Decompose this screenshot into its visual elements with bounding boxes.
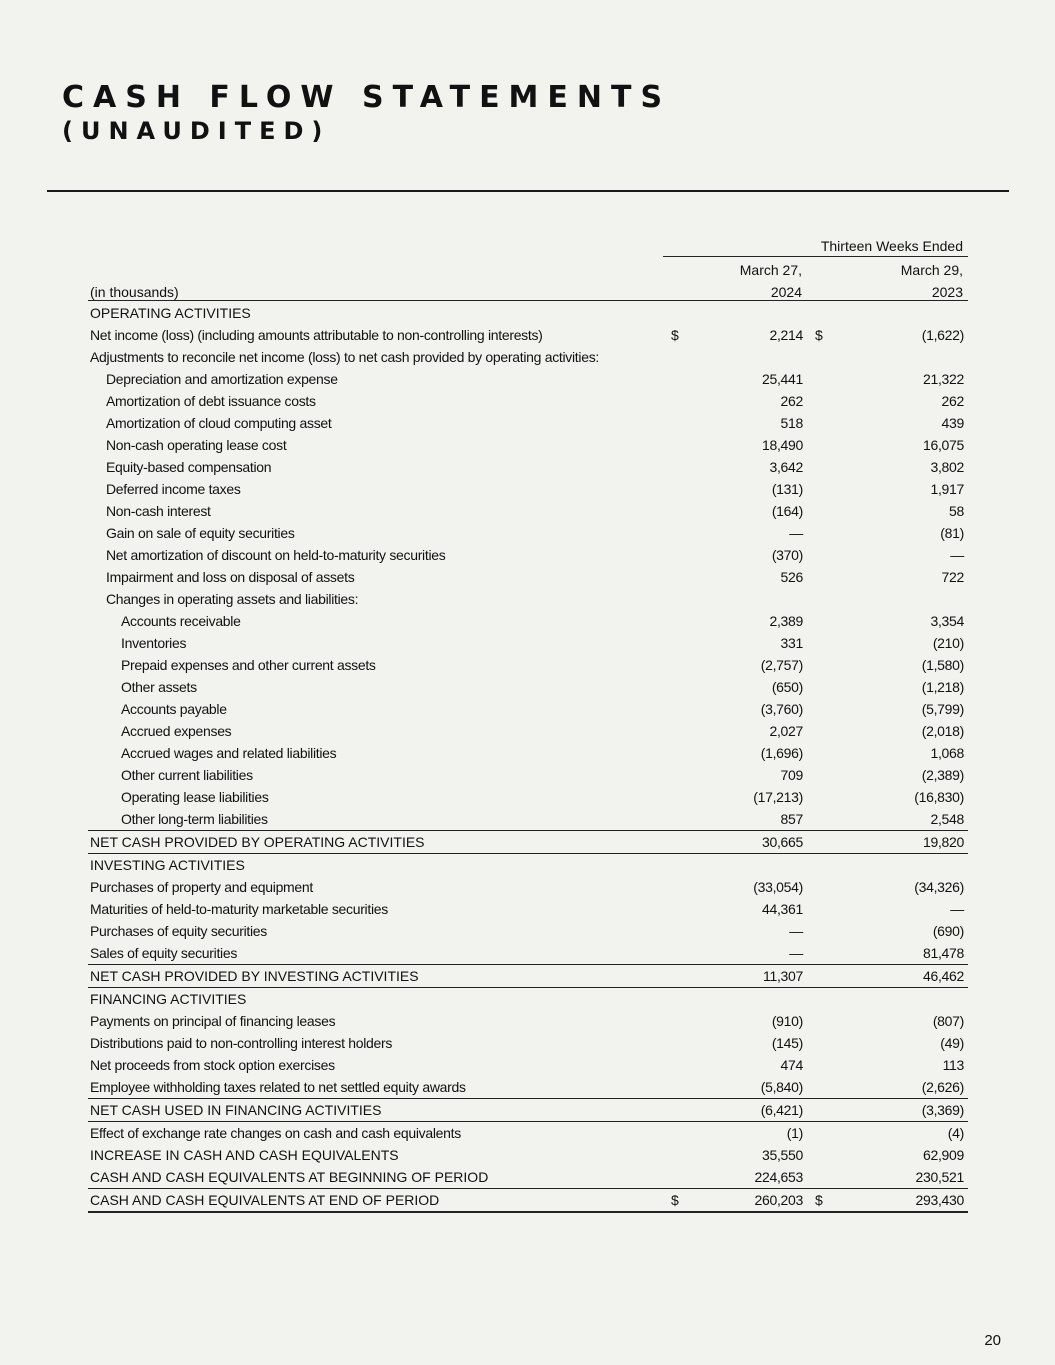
row-label: Non-cash interest bbox=[106, 503, 211, 519]
value-2024: 857 bbox=[780, 811, 803, 827]
row-label: Impairment and loss on disposal of assets bbox=[106, 569, 355, 585]
row-label: FINANCING ACTIVITIES bbox=[90, 991, 247, 1007]
value-2023: — bbox=[950, 547, 964, 563]
row-label: Accounts receivable bbox=[121, 613, 241, 629]
currency-symbol: $ bbox=[815, 1192, 823, 1208]
table-row bbox=[88, 720, 968, 742]
value-2023: (210) bbox=[932, 635, 964, 651]
row-label: Accounts payable bbox=[121, 701, 227, 717]
table-row bbox=[88, 1076, 968, 1098]
page-subtitle: (UNAUDITED) bbox=[62, 117, 331, 145]
value-2024: (650) bbox=[771, 679, 803, 695]
value-2023: 3,802 bbox=[930, 459, 964, 475]
value-2024: — bbox=[789, 945, 803, 961]
table-row bbox=[88, 854, 968, 876]
currency-symbol: $ bbox=[671, 327, 679, 343]
cash-flow-table bbox=[88, 302, 968, 1213]
row-label: Net proceeds from stock option exercises bbox=[90, 1057, 335, 1073]
value-2024: (6,421) bbox=[760, 1102, 803, 1118]
value-2023: (2,389) bbox=[921, 767, 964, 783]
col1-date: March 27, bbox=[739, 262, 802, 278]
row-label: Amortization of cloud computing asset bbox=[106, 415, 332, 431]
col1-year: 2024 bbox=[770, 284, 802, 300]
value-2023: 1,068 bbox=[930, 745, 964, 761]
page-title: CASH FLOW STATEMENTS bbox=[62, 80, 672, 115]
value-2024: 2,214 bbox=[769, 327, 803, 343]
value-2024: (17,213) bbox=[753, 789, 803, 805]
value-2023: 46,462 bbox=[922, 968, 964, 984]
row-label: Distributions paid to non-controlling interest holders bbox=[90, 1035, 393, 1051]
value-2024: 526 bbox=[780, 569, 803, 585]
table-row bbox=[88, 764, 968, 786]
table-row bbox=[88, 1010, 968, 1032]
value-2024: (145) bbox=[771, 1035, 803, 1051]
row-label: Non-cash operating lease cost bbox=[106, 437, 287, 453]
value-2023: (49) bbox=[940, 1035, 964, 1051]
value-2023: 1,917 bbox=[930, 481, 964, 497]
value-2023: 293,430 bbox=[915, 1192, 964, 1208]
value-2023: (690) bbox=[932, 923, 964, 939]
table-row bbox=[88, 1188, 968, 1213]
value-2023: 230,521 bbox=[915, 1169, 964, 1185]
row-label: Deferred income taxes bbox=[106, 481, 241, 497]
row-label: Purchases of equity securities bbox=[90, 923, 267, 939]
table-row bbox=[88, 390, 968, 412]
row-label: OPERATING ACTIVITIES bbox=[90, 305, 251, 321]
value-2024: (2,757) bbox=[760, 657, 803, 673]
value-2023: — bbox=[950, 901, 964, 917]
table-row bbox=[88, 302, 968, 324]
value-2023: (2,626) bbox=[921, 1079, 964, 1095]
table-row bbox=[88, 522, 968, 544]
page-number: 20 bbox=[984, 1332, 1001, 1349]
table-row bbox=[88, 964, 968, 988]
row-label: Equity-based compensation bbox=[106, 459, 272, 475]
value-2023: 21,322 bbox=[922, 371, 964, 387]
table-row bbox=[88, 434, 968, 456]
row-label: Accrued wages and related liabilities bbox=[121, 745, 337, 761]
value-2024: 3,642 bbox=[769, 459, 803, 475]
table-row bbox=[88, 698, 968, 720]
row-label: Operating lease liabilities bbox=[121, 789, 269, 805]
value-2024: 18,490 bbox=[761, 437, 803, 453]
row-label: Sales of equity securities bbox=[90, 945, 238, 961]
value-2023: 262 bbox=[941, 393, 964, 409]
value-2024: (1) bbox=[786, 1125, 803, 1141]
table-row bbox=[88, 324, 968, 346]
row-label: INVESTING ACTIVITIES bbox=[90, 857, 245, 873]
row-label: Payments on principal of financing leases bbox=[90, 1013, 336, 1029]
table-row bbox=[88, 412, 968, 434]
table-row bbox=[88, 876, 968, 898]
value-2024: 11,307 bbox=[763, 968, 803, 984]
value-2023: (81) bbox=[940, 525, 964, 541]
value-2024: 262 bbox=[780, 393, 803, 409]
period-header: Thirteen Weeks Ended bbox=[820, 238, 963, 254]
row-label: CASH AND CASH EQUIVALENTS AT BEGINNING OF PERIOD bbox=[90, 1169, 489, 1185]
value-2024: 331 bbox=[780, 635, 803, 651]
row-label: Depreciation and amortization expense bbox=[106, 371, 338, 387]
value-2023: (5,799) bbox=[921, 701, 964, 717]
row-label: Gain on sale of equity securities bbox=[106, 525, 295, 541]
units-label: (in thousands) bbox=[90, 284, 179, 300]
row-label: INCREASE IN CASH AND CASH EQUIVALENTS bbox=[90, 1147, 399, 1163]
value-2024: 518 bbox=[780, 415, 803, 431]
table-row bbox=[88, 1098, 968, 1122]
table-row bbox=[88, 808, 968, 830]
row-label: Employee withholding taxes related to net settled equity awards bbox=[90, 1079, 466, 1095]
value-2024: 474 bbox=[780, 1057, 803, 1073]
row-label: Inventories bbox=[121, 635, 187, 651]
value-2023: 81,478 bbox=[922, 945, 964, 961]
value-2024: (1,696) bbox=[760, 745, 803, 761]
value-2024: (131) bbox=[771, 481, 803, 497]
row-label: Adjustments to reconcile net income (loss) to net cash provided by operating activities: bbox=[90, 349, 599, 365]
row-label: Net amortization of discount on held-to-maturity securities bbox=[106, 547, 446, 563]
table-row bbox=[88, 676, 968, 698]
row-label: Changes in operating assets and liabilities: bbox=[106, 591, 359, 607]
value-2023: (2,018) bbox=[921, 723, 964, 739]
value-2023: 16,075 bbox=[922, 437, 964, 453]
value-2023: (4) bbox=[947, 1125, 964, 1141]
value-2023: 58 bbox=[949, 503, 964, 519]
table-row bbox=[88, 346, 968, 368]
row-label: Effect of exchange rate changes on cash and cash equivalents bbox=[90, 1125, 461, 1141]
value-2024: (164) bbox=[771, 503, 803, 519]
row-label: Prepaid expenses and other current assets bbox=[121, 657, 376, 673]
value-2024: (910) bbox=[771, 1013, 803, 1029]
value-2023: 19,820 bbox=[922, 834, 964, 850]
table-row bbox=[88, 478, 968, 500]
table-row bbox=[88, 1054, 968, 1076]
row-label: NET CASH PROVIDED BY OPERATING ACTIVITIES bbox=[90, 834, 425, 850]
table-row bbox=[88, 742, 968, 764]
value-2024: 2,027 bbox=[769, 723, 803, 739]
value-2023: 722 bbox=[941, 569, 964, 585]
currency-symbol: $ bbox=[815, 327, 823, 343]
table-row bbox=[88, 1166, 968, 1188]
row-label: Other current liabilities bbox=[121, 767, 253, 783]
row-label: CASH AND CASH EQUIVALENTS AT END OF PERIOD bbox=[90, 1192, 440, 1208]
table-row bbox=[88, 456, 968, 478]
table-row bbox=[88, 830, 968, 854]
table-row bbox=[88, 1032, 968, 1054]
row-label: Net income (loss) (including amounts attributable to non-controlling interests) bbox=[90, 327, 543, 343]
value-2023: (1,622) bbox=[921, 327, 964, 343]
value-2023: 439 bbox=[941, 415, 964, 431]
value-2024: — bbox=[789, 923, 803, 939]
value-2024: (3,760) bbox=[760, 701, 803, 717]
value-2023: (807) bbox=[932, 1013, 964, 1029]
table-row bbox=[88, 1144, 968, 1166]
row-label: NET CASH PROVIDED BY INVESTING ACTIVITIES bbox=[90, 968, 419, 984]
header-underline bbox=[88, 300, 968, 301]
row-label: NET CASH USED IN FINANCING ACTIVITIES bbox=[90, 1102, 382, 1118]
value-2024: — bbox=[789, 525, 803, 541]
value-2024: 2,389 bbox=[769, 613, 803, 629]
table-row bbox=[88, 898, 968, 920]
value-2024: 224,653 bbox=[754, 1169, 803, 1185]
table-row bbox=[88, 1122, 968, 1144]
value-2024: (33,054) bbox=[753, 879, 803, 895]
value-2023: (34,326) bbox=[914, 879, 964, 895]
title-divider bbox=[47, 190, 1009, 192]
value-2023: (3,369) bbox=[921, 1102, 964, 1118]
value-2023: 113 bbox=[942, 1057, 964, 1073]
table-row bbox=[88, 588, 968, 610]
table-row bbox=[88, 500, 968, 522]
table-row bbox=[88, 654, 968, 676]
value-2023: (16,830) bbox=[914, 789, 964, 805]
table-row bbox=[88, 632, 968, 654]
value-2024: 260,203 bbox=[754, 1192, 803, 1208]
table-row bbox=[88, 610, 968, 632]
value-2024: 35,550 bbox=[761, 1147, 803, 1163]
table-row bbox=[88, 786, 968, 808]
value-2024: 30,665 bbox=[761, 834, 803, 850]
row-label: Other assets bbox=[121, 679, 197, 695]
row-label: Amortization of debt issuance costs bbox=[106, 393, 316, 409]
period-underline bbox=[663, 256, 968, 257]
table-row bbox=[88, 566, 968, 588]
value-2024: 25,441 bbox=[761, 371, 803, 387]
row-label: Purchases of property and equipment bbox=[90, 879, 313, 895]
col2-year: 2023 bbox=[931, 284, 963, 300]
table-row bbox=[88, 368, 968, 390]
col2-date: March 29, bbox=[900, 262, 963, 278]
currency-symbol: $ bbox=[671, 1192, 679, 1208]
value-2024: 709 bbox=[780, 767, 803, 783]
table-row bbox=[88, 920, 968, 942]
value-2023: 3,354 bbox=[930, 613, 964, 629]
row-label: Other long-term liabilities bbox=[121, 811, 268, 827]
value-2023: 2,548 bbox=[930, 811, 964, 827]
value-2024: (370) bbox=[771, 547, 803, 563]
table-row bbox=[88, 942, 968, 964]
value-2023: (1,218) bbox=[921, 679, 964, 695]
value-2024: (5,840) bbox=[760, 1079, 803, 1095]
row-label: Maturities of held-to-maturity marketable securities bbox=[90, 901, 388, 917]
value-2024: 44,361 bbox=[761, 901, 803, 917]
value-2023: 62,909 bbox=[922, 1147, 964, 1163]
value-2023: (1,580) bbox=[921, 657, 964, 673]
table-row bbox=[88, 544, 968, 566]
row-label: Accrued expenses bbox=[121, 723, 232, 739]
table-row bbox=[88, 988, 968, 1010]
